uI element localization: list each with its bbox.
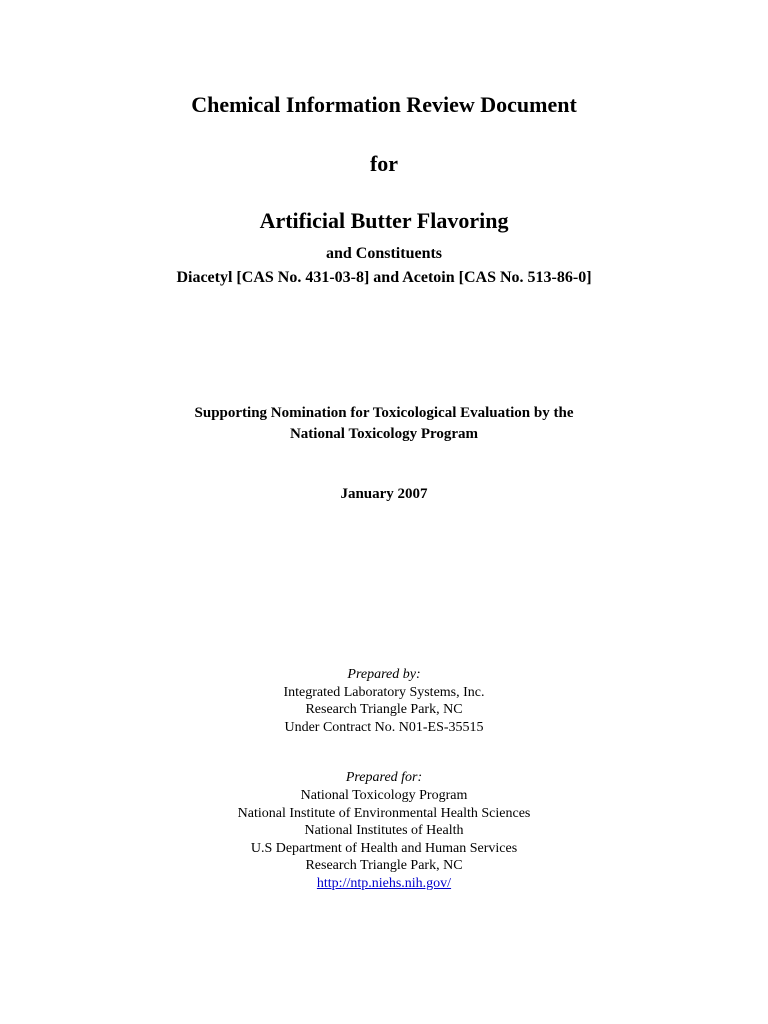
ntp-website-link[interactable]: http://ntp.niehs.nih.gov/ xyxy=(316,876,452,891)
document-subject: Artificial Butter Flavoring xyxy=(259,208,509,233)
prepared-for-line: U.S Department of Health and Human Services xyxy=(250,841,518,856)
prepared-by-line: Under Contract No. N01-ES-35515 xyxy=(284,720,484,735)
and-constituents: and Constituents xyxy=(325,245,443,262)
prepared-for-line: National Toxicology Program xyxy=(300,788,468,803)
prepared-for-line: National Institutes of Health xyxy=(304,823,464,838)
prepared-for-label: Prepared for: xyxy=(345,770,423,785)
prepared-by-line: Integrated Laboratory Systems, Inc. xyxy=(283,685,485,700)
nomination-line-1: Supporting Nomination for Toxicological Evaluation by the xyxy=(194,405,574,421)
prepared-by-label: Prepared by: xyxy=(347,667,421,682)
ntp-link-row xyxy=(0,877,768,891)
constituents-line: Diacetyl [CAS No. 431-03-8] and Acetoin [CAS No. 513-86-0] xyxy=(176,269,592,286)
prepared-by-line: Research Triangle Park, NC xyxy=(305,702,463,717)
prepared-for-line: Research Triangle Park, NC xyxy=(305,858,463,873)
document-date: January 2007 xyxy=(340,486,428,502)
prepared-for-line: National Institute of Environmental Health Sciences xyxy=(237,806,531,821)
nomination-line-2: National Toxicology Program xyxy=(289,426,479,442)
document-title: Chemical Information Review Document xyxy=(191,92,577,117)
title-for: for xyxy=(369,151,399,176)
